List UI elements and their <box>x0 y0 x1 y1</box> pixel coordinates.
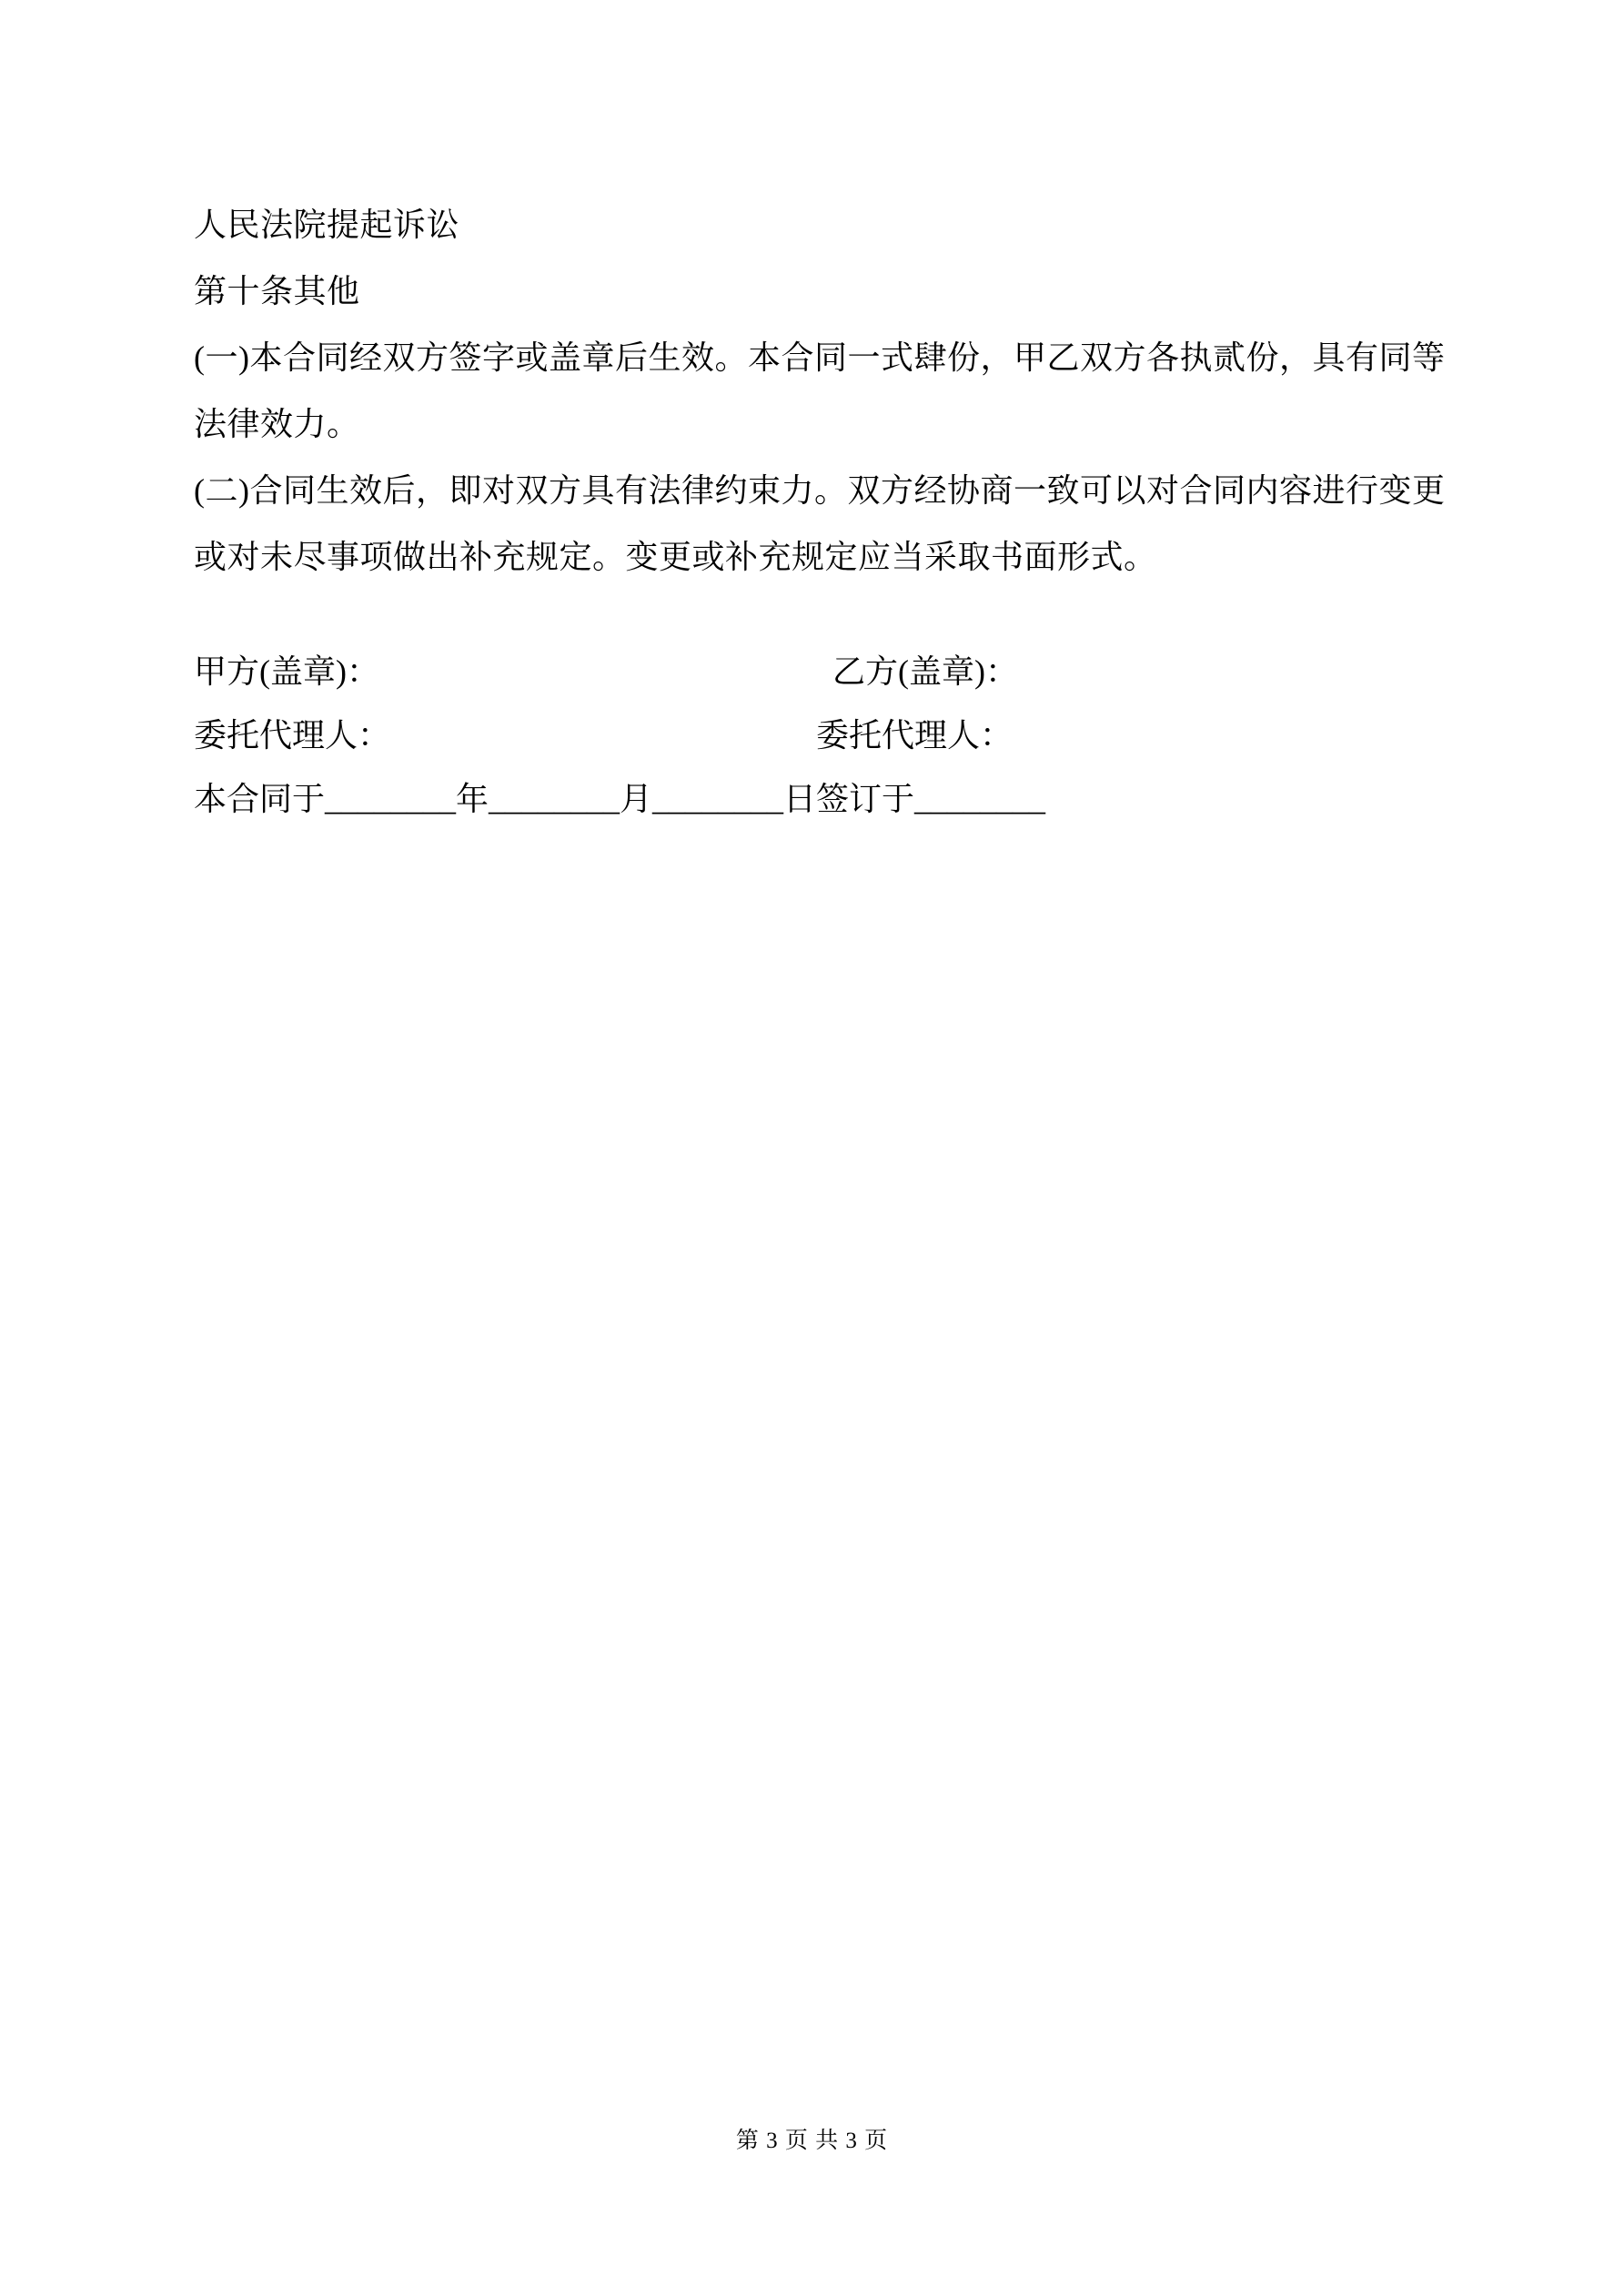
contract-date-line: 本合同于________年________月________日签订于________ <box>194 781 1046 817</box>
clause-one-line-2: 法律效力。 <box>194 406 360 442</box>
signature-block <box>194 640 1428 831</box>
party-b-agent-label: 委托代理人： <box>816 717 1014 754</box>
seal-labels-row <box>194 640 1428 703</box>
agent-labels-row <box>194 703 1428 767</box>
clause-one-line-1: (一)本合同经双方签字或盖章后生效。本合同一式肆份，甲乙双方各执贰份，具有同等 <box>194 339 1446 376</box>
clause-two-line-1: (二)合同生效后，即对双方具有法律约束力。双方经协商一致可以对合同内容进行变更 <box>194 472 1446 509</box>
line-court-lawsuit: 人民法院提起诉讼 <box>194 207 460 243</box>
page-footer: 第 3 页 共 3 页 <box>735 2129 889 2153</box>
party-a-agent-label: 委托代理人： <box>194 717 391 754</box>
party-b-seal-label: 乙方(盖章)： <box>832 653 1018 690</box>
line-article-ten-heading: 第十条其他 <box>194 273 360 309</box>
contract-body <box>194 192 1446 591</box>
clause-two-line-2: 或对未尽事项做出补充规定。变更或补充规定应当采取书面形式。 <box>194 539 1157 575</box>
party-a-seal-label: 甲方(盖章)： <box>194 653 379 690</box>
